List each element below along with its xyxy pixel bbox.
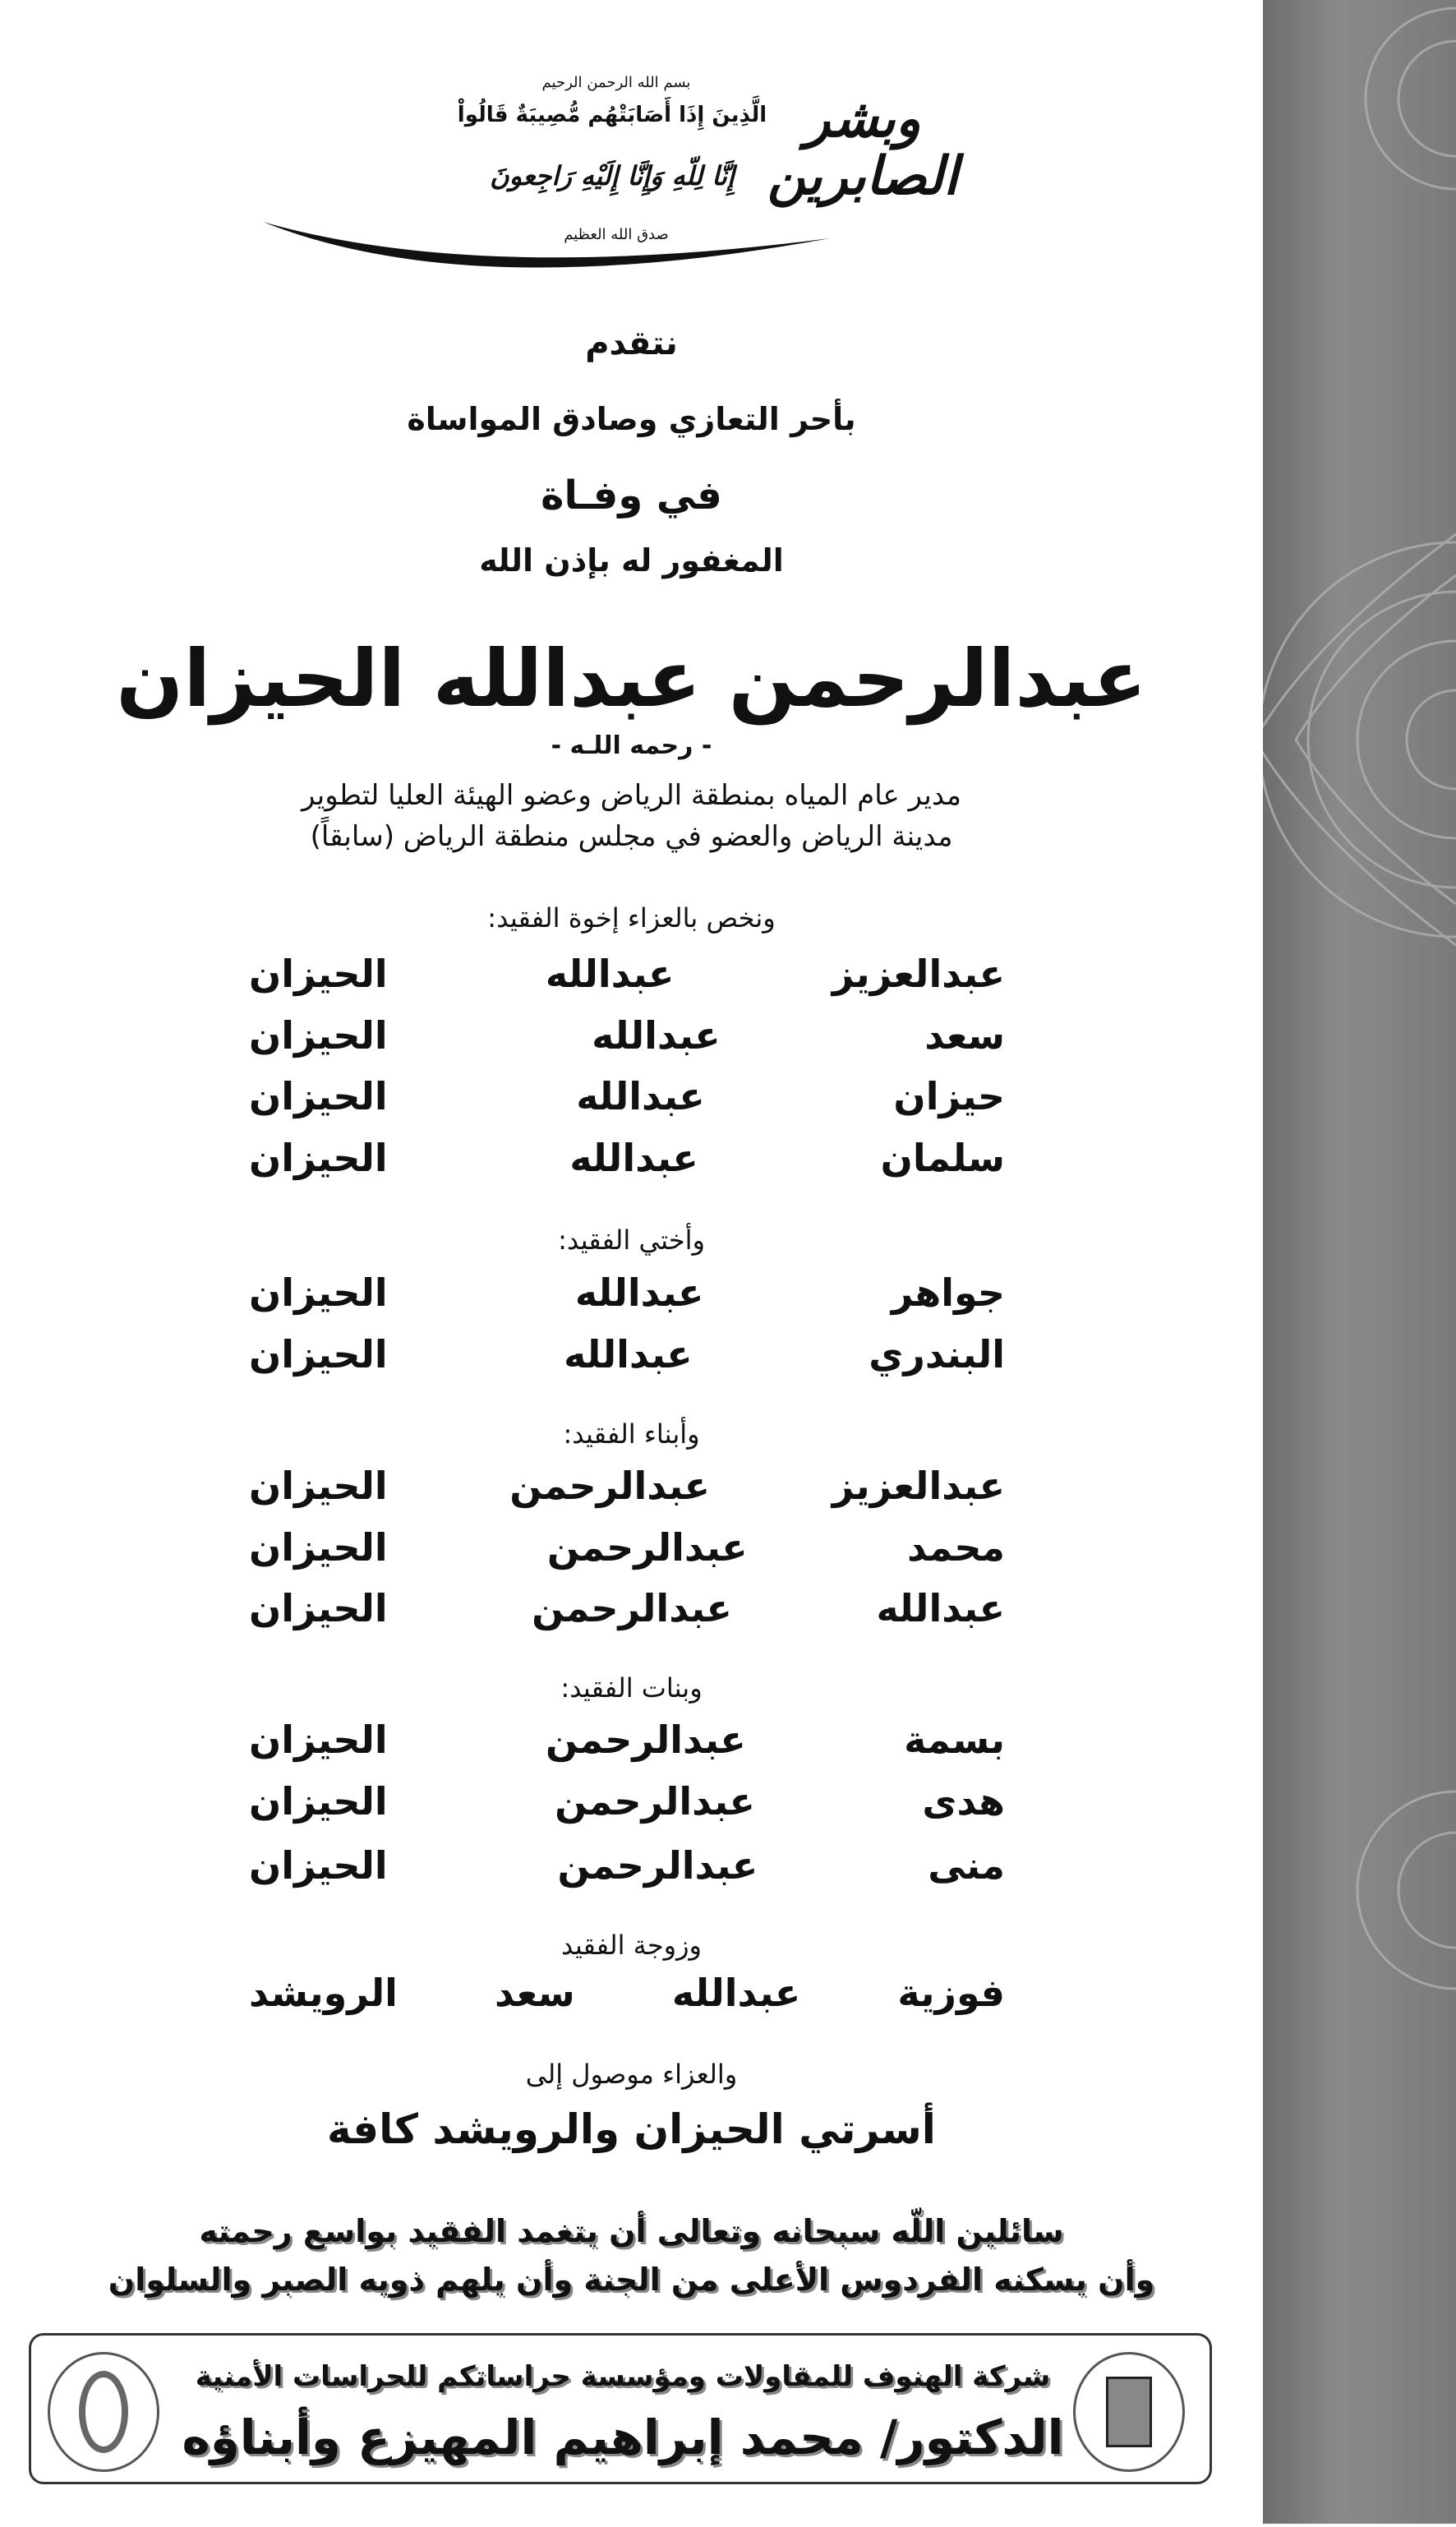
prayer-line-2: وأن يسكنه الفردوس الأعلى من الجنة وأن يلهم ذويه الصبر والسلوان xyxy=(108,2262,1155,2298)
extended-families: أسرتي الحيزان والرويشد كافة xyxy=(327,2105,936,2153)
wife-name: فوزية عبدالله سعد الرويشد xyxy=(249,1971,1005,2015)
brother-name: سعد عبدالله الحيزان xyxy=(249,1013,1005,1058)
mandala-pattern-icon xyxy=(1263,0,1456,2524)
brother-name: سلمان عبدالله الحيزان xyxy=(249,1136,1005,1180)
daughter-name: هدى عبدالرحمن الحيزان xyxy=(249,1779,1005,1824)
intro-line-3: في وفـاة xyxy=(541,473,722,519)
daughter-name: بسمة عبدالرحمن الحيزان xyxy=(249,1718,1005,1762)
intro-line-2: بأحر التعازي وصادق المواساة xyxy=(407,401,856,437)
prayer-line-1: سائلين اللّه سبحانه وتعالى أن يتغمد الفقيد بواسع رحمته xyxy=(199,2213,1064,2249)
sender-box xyxy=(29,2333,1212,2484)
sister-name: البندري عبدالله الحيزان xyxy=(249,1332,1005,1376)
sender-name: الدكتور/ محمد إبراهيم المهيزع وأبناؤه xyxy=(182,2409,1064,2465)
daughters-label: وبنات الفقيد: xyxy=(560,1672,703,1704)
companies-text: شركة الهنوف للمقاولات ومؤسسة حراساتكم للحراسات الأمنية xyxy=(195,2360,1051,2393)
sister-name: جواهر عبدالله الحيزان xyxy=(249,1270,1005,1315)
sadaq-text: صدق الله العظيم xyxy=(564,226,669,243)
alhanouf-group-logo xyxy=(1073,2352,1185,2472)
daughter-name: منى عبدالرحمن الحيزان xyxy=(249,1843,1005,1888)
son-name: عبدالعزيز عبدالرحمن الحيزان xyxy=(249,1464,1005,1508)
brother-name: عبدالعزيز عبدالله الحيزان xyxy=(249,952,1005,996)
calligraphy-logo: وبشر الصابرين xyxy=(767,89,958,208)
verse-line-1: الَّذِينَ إِذَا أَصَابَتْهُم مُّصِيبَةٌ قَالُواْ xyxy=(457,103,767,127)
son-name: عبدالله عبدالرحمن الحيزان xyxy=(249,1586,1005,1630)
deceased-mercy: - رحمه اللـه - xyxy=(551,731,712,760)
verse-line-2: إِنَّا لِلّهِ وَإِنَّا إِلَيْهِ رَاجِعونَ xyxy=(490,160,735,191)
sisters-label: وأختي الفقيد: xyxy=(558,1224,705,1256)
basmala: بسم الله الرحمن الرحيم xyxy=(541,74,691,91)
deceased-title-2: مدينة الرياض والعضو في مجلس منطقة الرياض (سابقاً) xyxy=(310,820,953,853)
sons-label: وأبناء الفقيد: xyxy=(563,1418,700,1450)
decorative-side-panel xyxy=(1263,0,1456,2524)
son-name: محمد عبدالرحمن الحيزان xyxy=(249,1525,1005,1570)
intro-line-4: المغفور له بإذن الله xyxy=(479,542,784,579)
wife-label: وزوجة الفقيد xyxy=(561,1930,702,1961)
herasatkom-logo xyxy=(48,2352,159,2472)
brother-name: حيزان عبدالله الحيزان xyxy=(249,1074,1005,1118)
brothers-label: ونخص بالعزاء إخوة الفقيد: xyxy=(487,902,776,934)
deceased-name: عبدالرحمن عبدالله الحيزان xyxy=(116,633,1147,725)
deceased-title-1: مدير عام المياه بمنطقة الرياض وعضو الهيئة العليا لتطوير xyxy=(302,779,961,812)
extended-label: والعزاء موصول إلى xyxy=(525,2059,738,2090)
intro-line-1: نتقدم xyxy=(585,325,678,362)
